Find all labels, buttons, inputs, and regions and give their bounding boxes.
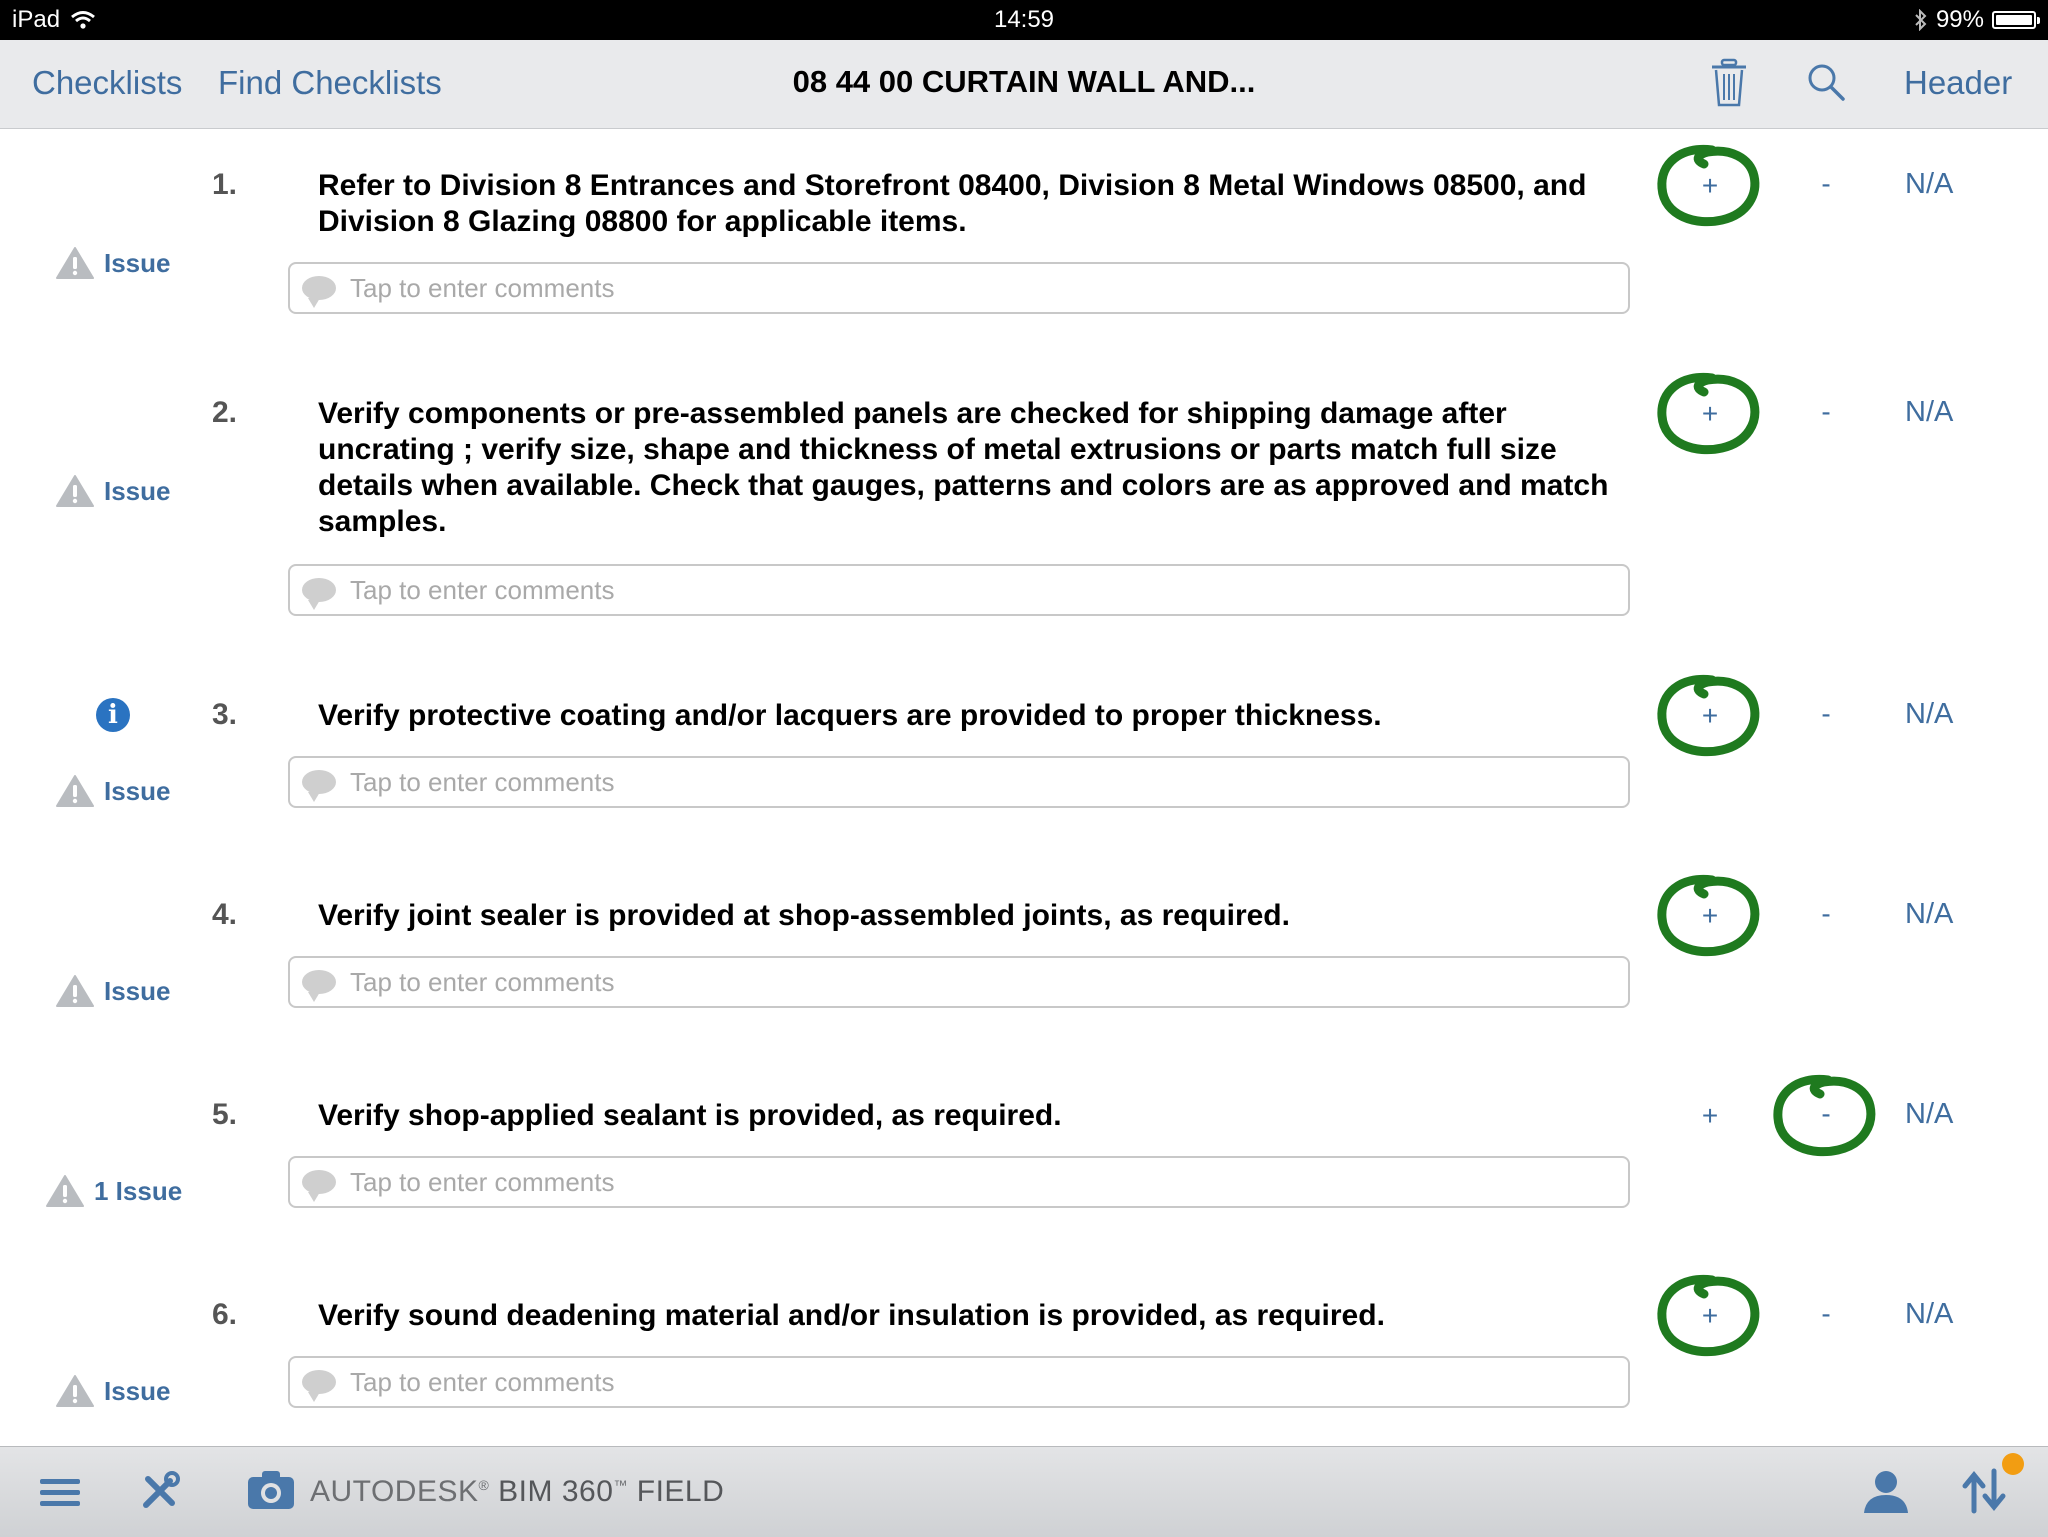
issue-button[interactable]	[56, 974, 171, 1008]
pass-button[interactable]: +	[1701, 700, 1719, 731]
item-number: 1.	[212, 168, 238, 201]
fail-button[interactable]: -	[1821, 396, 1831, 427]
trash-icon[interactable]	[1710, 58, 1748, 108]
na-button[interactable]: N/A	[1905, 1098, 1954, 1130]
item-number: 2.	[212, 396, 238, 429]
info-icon[interactable]: i	[96, 698, 130, 732]
fail-button[interactable]: -	[1821, 1098, 1831, 1129]
comment-bubble-icon	[302, 1170, 336, 1194]
header-button[interactable]: Header	[1904, 64, 2013, 101]
brand-trademark: ™	[613, 1477, 628, 1493]
issue-label: Issue	[104, 1375, 171, 1406]
warning-icon	[56, 474, 94, 508]
issue-label: Issue	[104, 247, 171, 278]
item-text: Verify shop-applied sealant is provided, as required.	[318, 1099, 1062, 1132]
find-checklists-button[interactable]: Find Checklists	[218, 64, 442, 101]
fail-button[interactable]: -	[1821, 898, 1831, 929]
pass-button[interactable]: +	[1701, 900, 1719, 931]
tools-icon[interactable]	[140, 1471, 180, 1511]
camera-icon[interactable]	[246, 1469, 296, 1511]
brand-suffix: FIELD	[636, 1475, 725, 1508]
battery-percent: 99%	[1935, 6, 1984, 33]
comment-field[interactable]	[288, 956, 1630, 1008]
selection-mark	[1650, 364, 1770, 464]
pass-button[interactable]: +	[1701, 398, 1719, 429]
comment-placeholder: Tap to enter comments	[350, 1366, 615, 1397]
search-icon[interactable]	[1806, 62, 1846, 102]
item-text: Verify components or pre-assembled panels are checked for shipping damage after uncrating ; verify size, shape and thickness of metal extrusions or parts match full size details when available. Check that gauges, patterns and colors are as approved and match samples.	[318, 397, 1609, 538]
selection-mark	[1650, 666, 1770, 766]
issue-button[interactable]	[56, 246, 171, 280]
comment-bubble-icon	[302, 276, 336, 300]
na-button[interactable]: N/A	[1905, 698, 1954, 730]
brand-product: BIM 360	[498, 1475, 614, 1508]
item-text: Verify sound deadening material and/or insulation is provided, as required.	[318, 1299, 1385, 1332]
brand-label	[310, 1475, 724, 1509]
issue-label: Issue	[104, 775, 171, 806]
na-button[interactable]: N/A	[1905, 1298, 1954, 1330]
device-label: iPad	[12, 6, 61, 33]
na-button[interactable]: N/A	[1905, 396, 1954, 428]
sync-icon[interactable]	[1962, 1467, 2006, 1515]
item-text: Refer to Division 8 Entrances and Storefront 08400, Division 8 Metal Windows 08500, and Division 8 Glazing 08800 for applicable items.	[318, 169, 1587, 238]
comment-field[interactable]	[288, 1156, 1630, 1208]
brand-registered: ®	[478, 1477, 490, 1493]
issue-label: 1 Issue	[94, 1175, 183, 1206]
na-button[interactable]: N/A	[1905, 168, 1954, 200]
user-icon[interactable]	[1862, 1469, 1910, 1515]
item-text: Verify protective coating and/or lacquers are provided to proper thickness.	[318, 699, 1382, 732]
comment-bubble-icon	[302, 970, 336, 994]
issue-label: Issue	[104, 475, 171, 506]
checklists-back-button[interactable]: Checklists	[32, 64, 183, 101]
comment-placeholder: Tap to enter comments	[350, 966, 615, 997]
comment-placeholder: Tap to enter comments	[350, 766, 615, 797]
warning-icon	[56, 246, 94, 280]
selection-mark	[1650, 136, 1770, 236]
comment-placeholder: Tap to enter comments	[350, 1166, 615, 1197]
item-text: Verify joint sealer is provided at shop-assembled joints, as required.	[318, 899, 1290, 932]
notification-badge	[2002, 1453, 2024, 1475]
fail-button[interactable]: -	[1821, 168, 1831, 199]
comment-field[interactable]	[288, 756, 1630, 808]
comment-field[interactable]	[288, 1356, 1630, 1408]
clock: 14:59	[993, 6, 1055, 33]
pass-button[interactable]: +	[1701, 1100, 1719, 1131]
issue-label: Issue	[104, 975, 171, 1006]
fail-button[interactable]: -	[1821, 1298, 1831, 1329]
comment-bubble-icon	[302, 1370, 336, 1394]
comment-bubble-icon	[302, 578, 336, 602]
issue-button[interactable]	[46, 1174, 182, 1208]
issue-button[interactable]	[56, 474, 171, 508]
comment-placeholder: Tap to enter comments	[350, 272, 615, 303]
selection-mark	[1766, 1066, 1886, 1166]
bluetooth-icon	[1914, 9, 1928, 31]
comment-field[interactable]	[288, 564, 1630, 616]
page-title: 08 44 00 CURTAIN WALL AND...	[792, 64, 1256, 99]
navigation-bar	[0, 40, 2048, 129]
comment-placeholder: Tap to enter comments	[350, 574, 615, 605]
selection-mark	[1650, 866, 1770, 966]
fail-button[interactable]: -	[1821, 698, 1831, 729]
pass-button[interactable]: +	[1701, 1300, 1719, 1331]
issue-button[interactable]	[56, 774, 171, 808]
item-number: 5.	[212, 1098, 238, 1131]
comment-bubble-icon	[302, 770, 336, 794]
status-bar	[0, 0, 2048, 40]
brand-prefix: AUTODESK	[310, 1475, 479, 1508]
menu-icon[interactable]	[40, 1477, 80, 1509]
battery-icon	[1992, 11, 2036, 29]
selection-mark	[1650, 1266, 1770, 1366]
item-number: 6.	[212, 1298, 238, 1331]
bottom-toolbar	[0, 1446, 2048, 1537]
item-number: 3.	[212, 698, 238, 731]
pass-button[interactable]: +	[1701, 170, 1719, 201]
warning-icon	[56, 774, 94, 808]
na-button[interactable]: N/A	[1905, 898, 1954, 930]
warning-icon	[46, 1174, 84, 1208]
issue-button[interactable]	[56, 1374, 171, 1408]
warning-icon	[56, 974, 94, 1008]
item-number: 4.	[212, 898, 238, 931]
comment-field[interactable]	[288, 262, 1630, 314]
warning-icon	[56, 1374, 94, 1408]
